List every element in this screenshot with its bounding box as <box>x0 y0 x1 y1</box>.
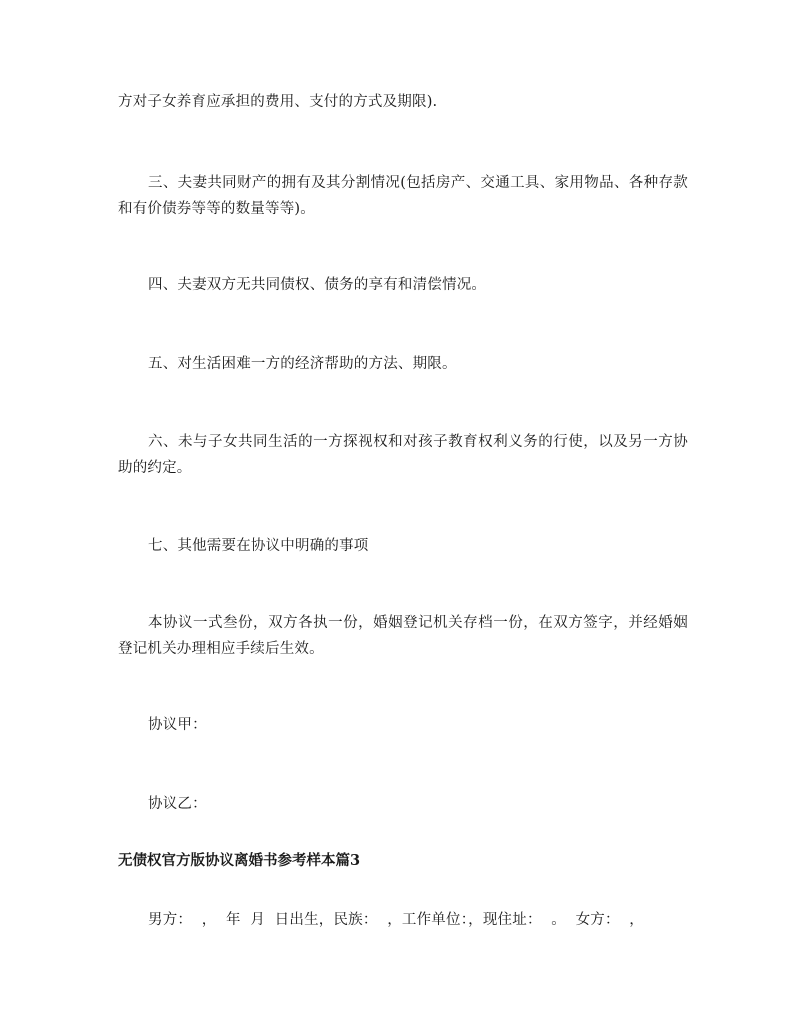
paragraph-continuation: 方对子女养育应承担的费用、支付的方式及期限). <box>118 94 438 110</box>
paragraph-item-7: 七、其他需要在协议中明确的事项 <box>148 538 369 554</box>
paragraph-item-3: 三、夫妻共同财产的拥有及其分割情况(包括房产、交通工具、家用物品、各种存款和有价债券等等的数量等等)。 <box>118 175 688 217</box>
paragraph-item-5: 五、对生活困难一方的经济帮助的方法、期限。 <box>148 356 457 372</box>
signature-party-a: 协议甲： <box>148 717 207 733</box>
signature-party-b: 协议乙： <box>148 796 207 812</box>
paragraph-item-4: 四、夫妻双方无共同债权、债务的享有和清偿情况。 <box>148 277 487 293</box>
paragraph-item-6: 六、未与子女共同生活的一方探视权和对孩子教育权利义务的行使，以及另一方协助的约定。 <box>118 434 688 476</box>
paragraph-agreement-copies: 本协议一式叁份，双方各执一份，婚姻登记机关存档一份，在双方签字，并经婚姻登记机关办理相应手续后生效。 <box>118 615 688 657</box>
paragraph-parties-info: 男方： ， 年 月 日出生，民族： ，工作单位：，现住址： 。 女方： ， <box>148 912 644 928</box>
section-heading: 无债权官方版协议离婚书参考样本篇3 <box>118 852 361 869</box>
